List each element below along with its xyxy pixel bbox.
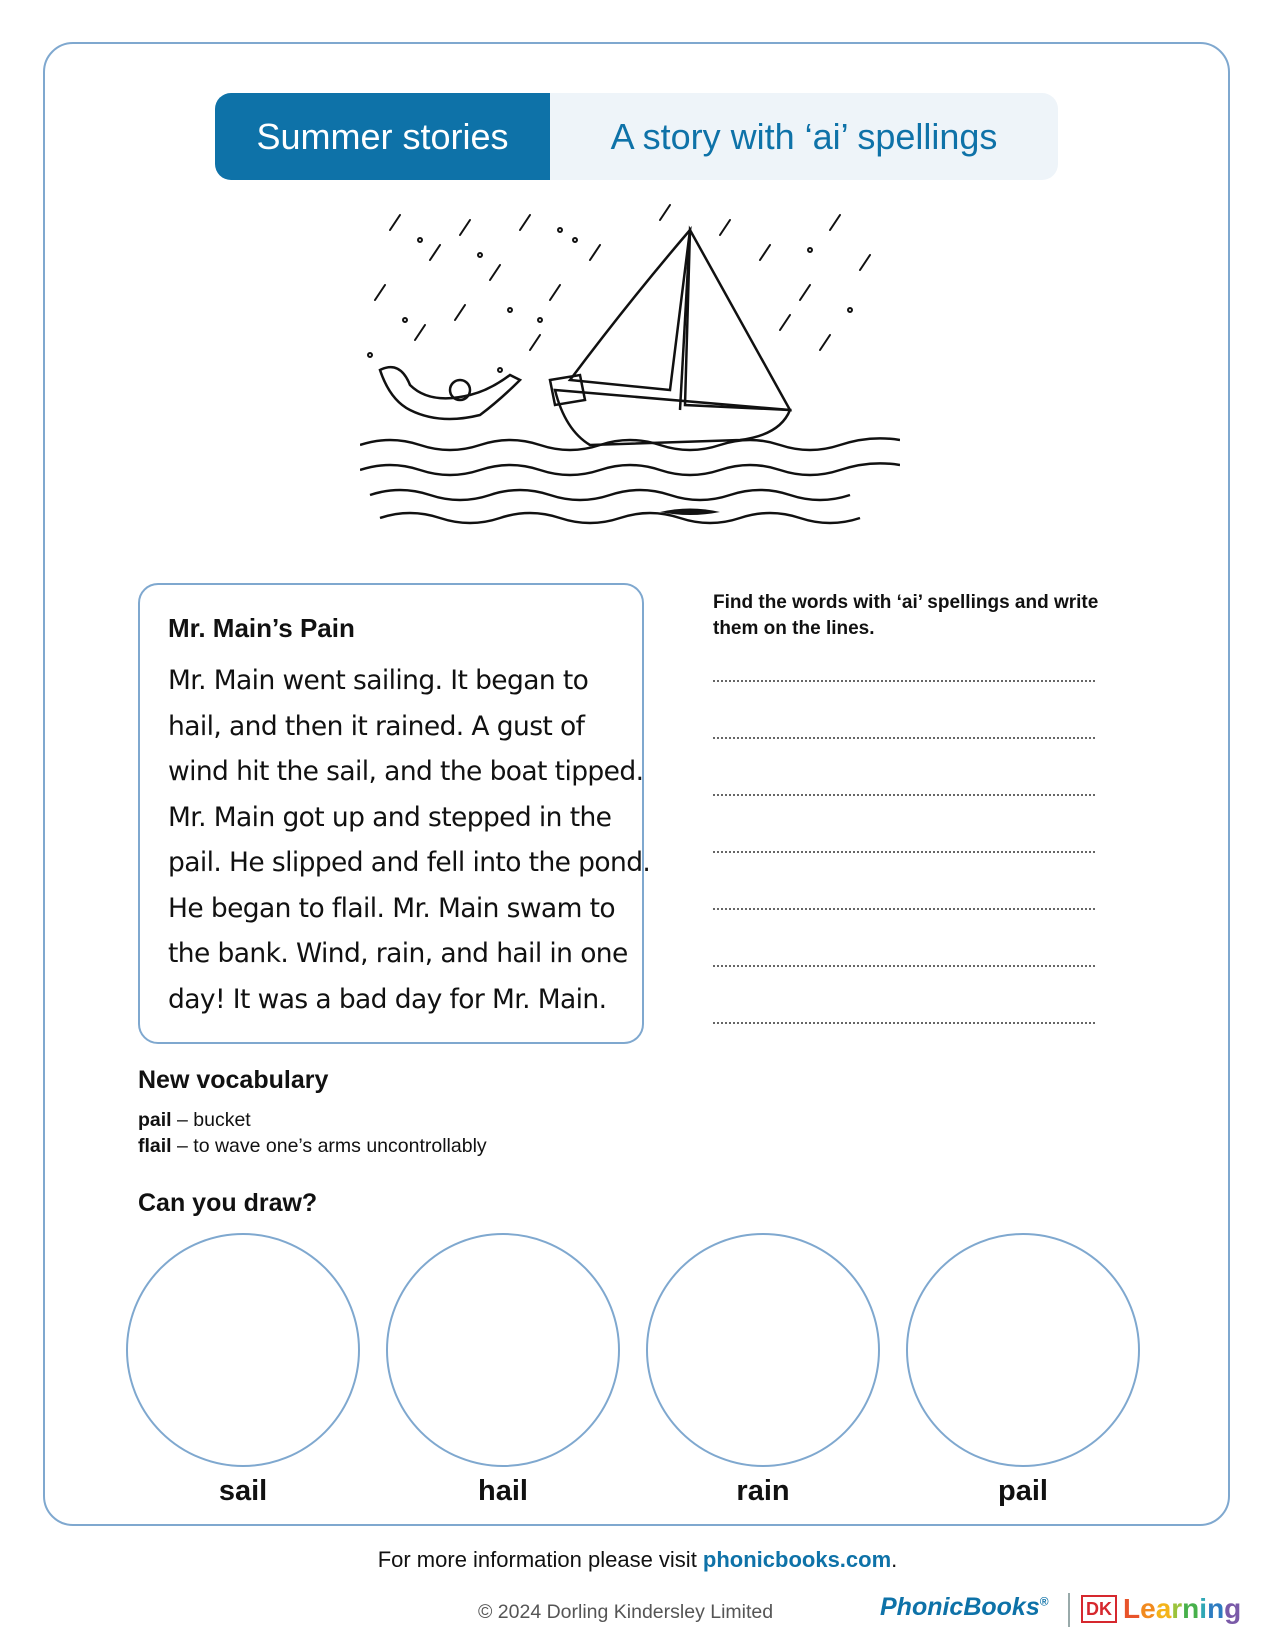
story-line: hail, and then it rained. A gust of	[168, 710, 585, 742]
learning-letter: n	[1207, 1593, 1225, 1624]
drawing-label: sail	[218, 1475, 268, 1507]
story-line: pail. He slipped and fell into the pond.	[168, 847, 651, 878]
dk-logo: DK	[1081, 1595, 1117, 1623]
drawing-circle-rain[interactable]	[646, 1233, 880, 1467]
footer-info-suffix: .	[891, 1547, 898, 1572]
learning-wordmark	[1123, 1593, 1241, 1625]
vocabulary-list	[138, 1107, 487, 1159]
vocabulary-word: pail	[138, 1109, 172, 1131]
story-line: Mr. Main got up and stepped in the	[168, 801, 612, 833]
vocabulary-word: flail	[138, 1135, 172, 1157]
story-line: He began to flail. Mr. Main swam to	[168, 892, 616, 924]
answer-line[interactable]	[713, 680, 1095, 682]
answer-line[interactable]	[713, 794, 1095, 796]
footer-info	[0, 1547, 1275, 1573]
story-line: wind hit the sail, and the boat tipped.	[168, 756, 644, 787]
registered-mark: ®	[1039, 1594, 1049, 1609]
phonicbooks-logo-text: PhonicBooks	[880, 1593, 1040, 1621]
series-label: Summer stories	[215, 93, 550, 180]
story-title: Mr. Main’s Pain	[168, 613, 355, 643]
dk-learning-logo	[1081, 1593, 1241, 1625]
answer-line[interactable]	[713, 851, 1095, 853]
drawing-circle-sail[interactable]	[126, 1233, 360, 1467]
logo-divider	[1068, 1593, 1070, 1627]
vocabulary-definition: – bucket	[171, 1109, 251, 1131]
vocabulary-heading: New vocabulary	[138, 1066, 329, 1094]
activity-instructions: Find the words with ‘ai’ spellings and write them on the lines.	[713, 592, 1099, 639]
story-box	[138, 583, 651, 1044]
answer-line[interactable]	[713, 737, 1095, 739]
drawing-label: pail	[998, 1475, 1048, 1507]
story-line: day! It was a bad day for Mr. Main.	[168, 983, 607, 1015]
learning-letter: e	[1140, 1593, 1156, 1624]
answer-line[interactable]	[713, 1022, 1095, 1024]
sailboat-storm-illustration	[360, 200, 900, 550]
page-title: A story with ‘ai’ spellings	[550, 93, 1058, 180]
story-line: the bank. Wind, rain, and hail in one	[168, 938, 628, 969]
footer-info-text: For more information please visit	[377, 1547, 703, 1572]
learning-letter: r	[1171, 1593, 1183, 1624]
learning-letter: a	[1155, 1593, 1172, 1624]
website-link[interactable]: phonicbooks.com	[702, 1547, 892, 1572]
drawing-label: rain	[736, 1475, 790, 1507]
drawing-heading: Can you draw?	[138, 1189, 318, 1217]
vocabulary-item	[138, 1133, 487, 1159]
copyright: © 2024 Dorling Kindersley Limited	[478, 1601, 774, 1623]
learning-letter: i	[1199, 1593, 1208, 1624]
story-line: Mr. Main went sailing. It began to	[168, 665, 589, 696]
drawing-label: hail	[478, 1475, 528, 1507]
drawing-circle-hail[interactable]	[386, 1233, 620, 1467]
vocabulary-item	[138, 1107, 487, 1133]
learning-letter: g	[1224, 1593, 1242, 1624]
answer-line[interactable]	[713, 965, 1095, 967]
drawing-circle-pail[interactable]	[906, 1233, 1140, 1467]
learning-letter: L	[1123, 1593, 1141, 1624]
learning-letter: n	[1182, 1593, 1200, 1624]
header-banner	[215, 93, 1058, 180]
answer-line[interactable]	[713, 908, 1095, 910]
vocabulary-definition: – to wave one’s arms uncontrollably	[171, 1135, 487, 1157]
phonicbooks-logo	[880, 1593, 1049, 1622]
